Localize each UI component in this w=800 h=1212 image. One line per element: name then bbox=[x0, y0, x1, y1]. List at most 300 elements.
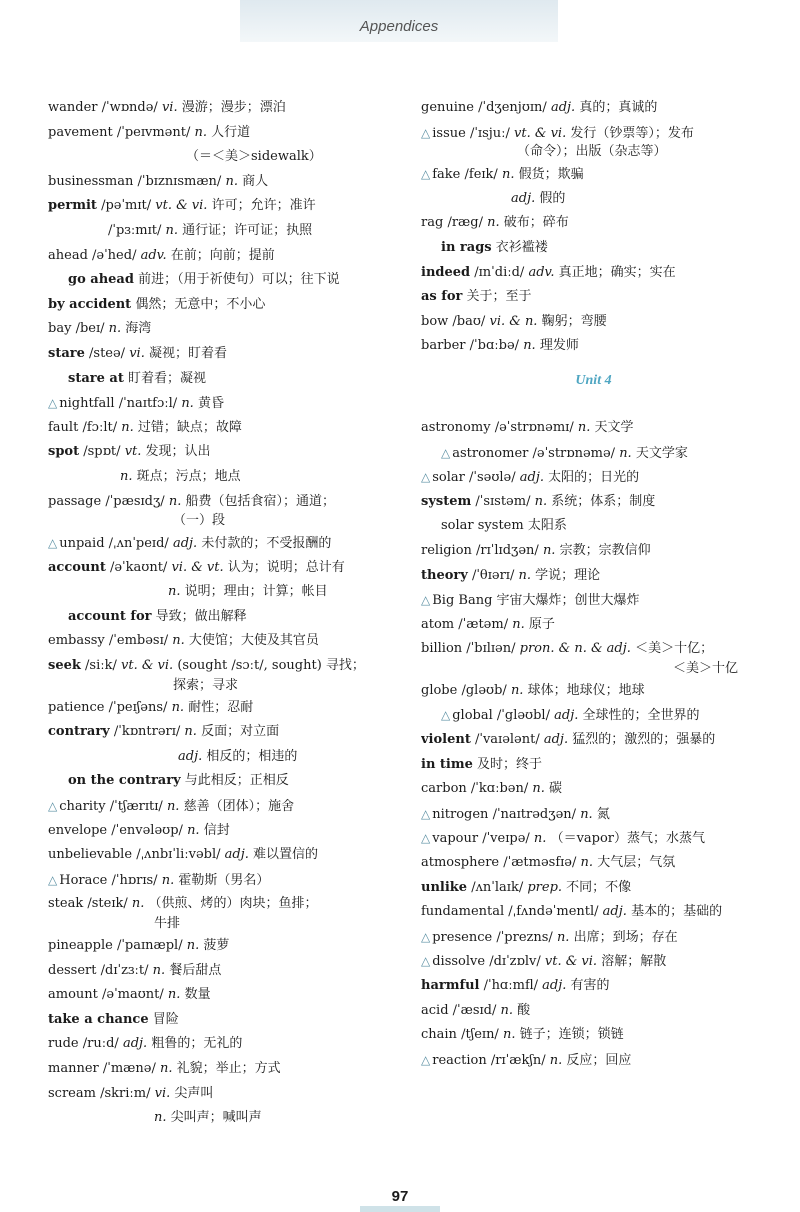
pronunciation: /ˈkɑːbən/ bbox=[470, 781, 529, 797]
entry-word: dissolve bbox=[432, 954, 486, 970]
definition: （一）段 bbox=[173, 513, 226, 529]
part-of-speech: n. bbox=[186, 938, 200, 953]
vocab-entry bbox=[48, 580, 393, 605]
entry-word: religion bbox=[421, 542, 472, 558]
pronunciation: /siːk/ bbox=[85, 658, 117, 674]
entry-word: amount bbox=[48, 987, 98, 1003]
vocab-entry bbox=[421, 999, 766, 1024]
vocab-entry bbox=[421, 613, 766, 638]
definition: 学说；理论 bbox=[535, 567, 601, 583]
definition: 偶然；无意中；不小心 bbox=[135, 296, 266, 312]
pronunciation: /rɪˈækʃn/ bbox=[490, 1052, 546, 1068]
vocab-entry bbox=[421, 679, 766, 704]
definition: 系统；体系；制度 bbox=[551, 493, 656, 509]
definition: 大使馆；大使及其官员 bbox=[188, 633, 319, 649]
vocab-entry bbox=[421, 728, 766, 753]
pronunciation: /ʌnˈlaɪk/ bbox=[471, 879, 524, 895]
part-of-speech: adv. bbox=[140, 247, 167, 263]
definition: 凝视；盯着看 bbox=[148, 345, 227, 361]
vocab-entry bbox=[421, 441, 766, 466]
part-of-speech: adj. bbox=[172, 536, 198, 552]
pronunciation: /skriːm/ bbox=[100, 1085, 151, 1101]
part-of-speech: n. bbox=[549, 1052, 563, 1068]
definition: 船费（包括食宿）；通道； bbox=[185, 493, 336, 509]
entry-word: patience bbox=[48, 699, 105, 715]
definition: (sought /sɔːt/, sought) 寻找； bbox=[177, 658, 365, 674]
pronunciation: /əˈstrɒnəmə/ bbox=[532, 445, 616, 461]
vocab-entry bbox=[48, 629, 393, 654]
part-of-speech: n. bbox=[166, 799, 180, 815]
definition: 数量 bbox=[184, 987, 211, 1003]
entry-word: contrary bbox=[48, 724, 110, 740]
vocab-entry bbox=[48, 1032, 393, 1057]
part-of-speech: vt. & vi. bbox=[121, 658, 174, 674]
vocab-entry bbox=[421, 925, 766, 950]
triangle-icon: △ bbox=[421, 167, 431, 182]
triangle-icon: △ bbox=[441, 708, 451, 723]
part-of-speech: n. bbox=[165, 222, 179, 238]
part-of-speech: n. bbox=[534, 493, 548, 509]
definition: 耐性；忍耐 bbox=[188, 699, 254, 715]
part-of-speech: n. bbox=[152, 962, 166, 978]
definition: 发现；认出 bbox=[145, 444, 211, 460]
definition: 大气层；气氛 bbox=[597, 855, 676, 871]
entry-word: embassy bbox=[48, 633, 105, 649]
definition: 海湾 bbox=[125, 321, 152, 337]
triangle-icon: △ bbox=[421, 806, 431, 821]
vocab-entry bbox=[421, 851, 766, 876]
vocab-entry bbox=[48, 145, 393, 170]
page-header-title: Appendices bbox=[359, 18, 439, 35]
part-of-speech: n. bbox=[154, 1110, 167, 1126]
part-of-speech: pron. & n. & adj. bbox=[519, 641, 631, 657]
definition: （＝＜美＞sidewalk） bbox=[186, 149, 322, 165]
footer-band bbox=[360, 1206, 440, 1212]
pronunciation: /rɪˈlɪdʒən/ bbox=[476, 542, 539, 558]
pronunciation: /dɪˈzɒlv/ bbox=[489, 954, 541, 970]
vocab-entry bbox=[48, 293, 393, 318]
part-of-speech: n. bbox=[577, 419, 591, 435]
definition: 通行证；许可证；执照 bbox=[182, 222, 313, 238]
vocab-entry bbox=[48, 121, 393, 146]
vocab-entry bbox=[421, 564, 766, 589]
definition: 鞠躬；弯腰 bbox=[541, 313, 607, 329]
definition: 未付款的；不受报酬的 bbox=[201, 536, 332, 552]
entry-word: nitrogen bbox=[432, 806, 489, 822]
vocab-entry bbox=[421, 162, 766, 187]
definition: 发行（钞票等）；发布 bbox=[570, 125, 694, 141]
pronunciation: /ˈbɪlɪən/ bbox=[466, 641, 516, 657]
part-of-speech: adj. bbox=[602, 904, 627, 920]
pronunciation: /ˈvaɪələnt/ bbox=[474, 732, 540, 748]
part-of-speech: n. bbox=[172, 633, 185, 649]
vocab-entry bbox=[421, 777, 766, 802]
pronunciation: /fɔːlt/ bbox=[82, 419, 118, 435]
vocab-entry bbox=[48, 745, 393, 770]
definition: 衣衫褴褛 bbox=[495, 239, 548, 255]
pronunciation: /ˈbɑːbə/ bbox=[469, 338, 520, 354]
definition: 天文学家 bbox=[635, 445, 688, 461]
part-of-speech: n. bbox=[168, 584, 181, 600]
definition: 菠萝 bbox=[203, 938, 230, 953]
definition: 探索；寻求 bbox=[173, 677, 239, 693]
triangle-icon: △ bbox=[48, 396, 58, 411]
triangle-icon: △ bbox=[421, 593, 431, 608]
pronunciation: /ˈsɪstəm/ bbox=[475, 493, 531, 509]
definition: 宗教；宗教信仰 bbox=[559, 542, 651, 558]
entry-word: Horace bbox=[59, 872, 108, 888]
entry-word: account for bbox=[68, 608, 152, 624]
definition: 在前；向前；提前 bbox=[170, 247, 275, 263]
entry-word: take a chance bbox=[48, 1011, 149, 1027]
definition: 关于；至于 bbox=[466, 289, 532, 305]
pronunciation: /ˈembəsɪ/ bbox=[108, 633, 169, 649]
triangle-icon: △ bbox=[421, 929, 431, 944]
entry-word: Big Bang bbox=[432, 593, 493, 609]
pronunciation: /ˈpaɪnæpl/ bbox=[116, 938, 183, 953]
entry-word: harmful bbox=[421, 978, 480, 993]
pronunciation: /əˈmaʊnt/ bbox=[102, 987, 164, 1003]
entry-word: global bbox=[452, 708, 493, 724]
definition: 粗鲁的；无礼的 bbox=[151, 1036, 243, 1052]
vocab-entry bbox=[421, 187, 766, 212]
pronunciation: /ˈpeɪvmənt/ bbox=[116, 124, 191, 140]
pronunciation: /ˈnaɪtrədʒən/ bbox=[492, 806, 577, 822]
definition: 破布；碎布 bbox=[503, 215, 569, 231]
definition: 盯着看；凝视 bbox=[127, 370, 206, 386]
entry-word: bow bbox=[421, 313, 449, 329]
pronunciation: /ˈwɒndə/ bbox=[101, 100, 158, 115]
entry-word: reaction bbox=[432, 1052, 487, 1068]
definition: （＝vapor）蒸气；水蒸气 bbox=[550, 831, 706, 847]
vocab-entry bbox=[421, 659, 766, 679]
entry-word: by accident bbox=[48, 296, 132, 312]
entry-word: acid bbox=[421, 1002, 449, 1018]
pronunciation: /gləʊb/ bbox=[461, 682, 507, 698]
part-of-speech: vt. & vi. bbox=[544, 954, 598, 970]
vocab-entry bbox=[48, 440, 393, 465]
vocab-entry bbox=[48, 983, 393, 1008]
vocab-entry bbox=[48, 556, 393, 581]
triangle-icon: △ bbox=[421, 1052, 431, 1067]
vocab-entry bbox=[421, 334, 766, 359]
definition: 酸 bbox=[517, 1002, 531, 1018]
part-of-speech: n. bbox=[181, 396, 194, 412]
entry-word: in time bbox=[421, 756, 473, 772]
definition: 冒险 bbox=[152, 1011, 179, 1027]
part-of-speech: vi. bbox=[129, 345, 145, 361]
entry-word: chain bbox=[421, 1027, 457, 1043]
right-column-bottom bbox=[421, 416, 766, 1072]
entry-word: on the contrary bbox=[68, 773, 181, 789]
entry-word: seek bbox=[48, 658, 81, 674]
part-of-speech: n. bbox=[510, 682, 524, 698]
entry-word: account bbox=[48, 559, 106, 575]
entry-word: in rags bbox=[441, 239, 492, 255]
vocab-entry bbox=[48, 654, 393, 679]
definition: 信封 bbox=[203, 822, 230, 838]
pronunciation: /ˈθɪərɪ/ bbox=[471, 567, 515, 583]
vocab-entry bbox=[48, 934, 393, 959]
entry-word: manner bbox=[48, 1060, 99, 1076]
vocab-entry bbox=[421, 900, 766, 925]
right-column-top bbox=[421, 96, 766, 359]
definition: 及时；终于 bbox=[477, 756, 543, 772]
definition: 漫游；漫步；漂泊 bbox=[181, 100, 286, 115]
part-of-speech: vt. & vi. bbox=[514, 125, 567, 141]
vocab-entry bbox=[421, 974, 766, 999]
vocab-entry bbox=[421, 703, 766, 728]
vocab-entry bbox=[48, 1082, 393, 1107]
definition: 商人 bbox=[242, 173, 269, 189]
triangle-icon: △ bbox=[48, 536, 58, 551]
entry-word: astronomy bbox=[421, 419, 491, 435]
entry-word: passage bbox=[48, 493, 102, 509]
vocab-entry bbox=[48, 1106, 393, 1131]
entry-word: vapour bbox=[432, 831, 479, 847]
triangle-icon: △ bbox=[48, 872, 58, 887]
pronunciation: /tʃeɪn/ bbox=[461, 1027, 499, 1043]
pronunciation: /dɪˈzɜːt/ bbox=[100, 962, 149, 978]
definition: 牛排 bbox=[154, 916, 181, 931]
pronunciation: /ˌʌnˈpeɪd/ bbox=[108, 536, 169, 552]
part-of-speech: adj. bbox=[178, 748, 203, 764]
pronunciation: /steə/ bbox=[89, 345, 126, 361]
entry-word: bay bbox=[48, 321, 72, 337]
pronunciation: /ˈprezns/ bbox=[496, 929, 553, 945]
definition: ＜美＞十亿； bbox=[635, 641, 714, 657]
pronunciation: /əˈstrɒnəmɪ/ bbox=[494, 419, 574, 435]
part-of-speech: vi. bbox=[161, 100, 178, 115]
vocab-entry bbox=[48, 794, 393, 819]
vocab-entry bbox=[48, 244, 393, 269]
definition: 有害的 bbox=[570, 978, 610, 993]
part-of-speech: n. bbox=[500, 1002, 514, 1018]
pronunciation: /ˈtʃærɪtɪ/ bbox=[109, 799, 163, 815]
definition: 宇宙大爆炸；创世大爆炸 bbox=[496, 593, 640, 609]
entry-word: unpaid bbox=[59, 536, 105, 552]
definition: 假货；欺骗 bbox=[518, 167, 584, 183]
triangle-icon: △ bbox=[48, 799, 58, 814]
entry-word: as for bbox=[421, 289, 463, 305]
definition: 慈善（团体）；施舍 bbox=[183, 799, 295, 815]
definition: 斑点；污点；地点 bbox=[136, 468, 241, 484]
definition: 尖叫声；喊叫声 bbox=[170, 1110, 262, 1126]
definition: 与此相反；正相反 bbox=[184, 773, 289, 789]
part-of-speech: n. bbox=[542, 542, 556, 558]
definition: 反应；回应 bbox=[566, 1052, 632, 1068]
entry-word: nightfall bbox=[59, 396, 115, 412]
entry-word: fundamental bbox=[421, 904, 505, 920]
part-of-speech: adj. bbox=[519, 470, 545, 486]
part-of-speech: vt. bbox=[124, 444, 142, 460]
part-of-speech: n. bbox=[532, 781, 545, 797]
vocab-entry bbox=[421, 539, 766, 564]
vocab-entry bbox=[421, 285, 766, 310]
vocab-entry bbox=[421, 802, 766, 827]
pronunciation: /ˈpeɪʃəns/ bbox=[108, 699, 168, 715]
pronunciation: /ˈætməsfɪə/ bbox=[503, 855, 577, 871]
part-of-speech: n. bbox=[168, 493, 182, 509]
definition: 氮 bbox=[596, 806, 610, 822]
vocab-entry bbox=[421, 1048, 766, 1073]
vocab-entry bbox=[421, 416, 766, 441]
part-of-speech: adj. bbox=[224, 847, 249, 863]
entry-word: carbon bbox=[421, 781, 467, 797]
pronunciation: /ˈenvələʊp/ bbox=[111, 822, 183, 838]
definition: 真正地；确实；实在 bbox=[558, 264, 676, 280]
entry-word: fault bbox=[48, 419, 79, 435]
part-of-speech: adj. bbox=[550, 100, 576, 115]
part-of-speech: n. bbox=[512, 616, 525, 632]
part-of-speech: n. bbox=[108, 321, 122, 337]
definition: 碳 bbox=[549, 781, 563, 797]
definition: （命令）；出版（杂志等） bbox=[517, 144, 667, 160]
vocab-entry bbox=[421, 876, 766, 901]
vocab-entry bbox=[48, 1057, 393, 1082]
entry-word: scream bbox=[48, 1085, 96, 1101]
part-of-speech: vt. & vi. bbox=[155, 198, 208, 214]
pronunciation: /ˈdʒenjʊɪn/ bbox=[478, 100, 547, 115]
vocab-entry bbox=[421, 514, 766, 539]
entry-word: solar bbox=[432, 470, 465, 486]
pronunciation: /steɪk/ bbox=[87, 896, 128, 912]
definition: 尖声叫 bbox=[174, 1085, 214, 1101]
definition: 天文学 bbox=[594, 419, 634, 435]
triangle-icon: △ bbox=[421, 470, 431, 485]
vocab-entry bbox=[48, 914, 393, 934]
vocab-entry bbox=[48, 219, 393, 244]
part-of-speech: n. bbox=[502, 1027, 516, 1043]
part-of-speech: n. bbox=[501, 167, 515, 183]
triangle-icon: △ bbox=[441, 445, 451, 460]
vocab-entry bbox=[48, 391, 393, 416]
entry-word: steak bbox=[48, 896, 84, 912]
part-of-speech: prep. bbox=[527, 879, 563, 895]
entry-word: solar system bbox=[441, 518, 524, 534]
entry-word: fake bbox=[432, 167, 461, 183]
part-of-speech: n. bbox=[167, 987, 181, 1003]
vocab-entry bbox=[48, 605, 393, 630]
entry-word: dessert bbox=[48, 962, 97, 978]
pronunciation: /spɒt/ bbox=[83, 444, 121, 460]
pronunciation: /ˈɪsjuː/ bbox=[469, 125, 510, 141]
triangle-icon: △ bbox=[421, 954, 431, 969]
definition: 霍勒斯（男名） bbox=[178, 872, 270, 888]
page-number: 97 bbox=[391, 1188, 409, 1205]
entry-word: atom bbox=[421, 616, 455, 632]
entry-word: pavement bbox=[48, 124, 113, 140]
pronunciation: /ˌʌnbɪˈliːvəbl/ bbox=[136, 847, 221, 863]
entry-word: system bbox=[421, 493, 472, 509]
entry-word: pineapple bbox=[48, 938, 113, 953]
entry-word: wander bbox=[48, 100, 98, 115]
entry-word: globe bbox=[421, 682, 458, 698]
part-of-speech: n. bbox=[171, 699, 185, 715]
vocab-entry bbox=[48, 194, 393, 219]
unit-title: Unit 4 bbox=[575, 372, 612, 388]
definition: 溶解；解散 bbox=[601, 954, 667, 970]
definition: 黄昏 bbox=[197, 396, 224, 412]
entry-word: genuine bbox=[421, 100, 474, 115]
entry-word: go ahead bbox=[68, 272, 134, 288]
vocab-entry bbox=[421, 490, 766, 515]
entry-word: violent bbox=[421, 732, 471, 748]
entry-word: permit bbox=[48, 198, 97, 214]
definition: 猛烈的；激烈的；强暴的 bbox=[572, 732, 716, 748]
vocab-entry bbox=[421, 211, 766, 236]
definition: 假的 bbox=[539, 190, 566, 206]
definition: 太阳系 bbox=[527, 518, 567, 534]
definition: 不同；不像 bbox=[566, 879, 632, 895]
vocab-entry bbox=[48, 531, 393, 556]
vocab-entry bbox=[48, 676, 393, 696]
pronunciation: /ˈæsɪd/ bbox=[452, 1002, 497, 1018]
pronunciation: /ˈveɪpə/ bbox=[482, 831, 530, 847]
definition: 出席；到场；存在 bbox=[573, 929, 678, 945]
entry-word: stare bbox=[48, 345, 85, 361]
pronunciation: /ˌfʌndəˈmentl/ bbox=[508, 904, 599, 920]
pronunciation: /əˈhed/ bbox=[92, 247, 137, 263]
vocab-entry bbox=[48, 720, 393, 745]
pronunciation: /ˈpɜːmɪt/ bbox=[108, 222, 162, 238]
definition: 餐后甜点 bbox=[169, 962, 222, 978]
pronunciation: /beɪ/ bbox=[75, 321, 105, 337]
part-of-speech: n. bbox=[580, 806, 593, 822]
part-of-speech: n. bbox=[556, 929, 570, 945]
vocab-entry bbox=[48, 959, 393, 984]
part-of-speech: n. bbox=[121, 419, 134, 435]
vocab-entry bbox=[421, 261, 766, 286]
part-of-speech: n. bbox=[159, 1060, 173, 1076]
definition: 球体；地球仪；地球 bbox=[527, 682, 645, 698]
vocab-entry bbox=[421, 753, 766, 778]
vocab-entry bbox=[421, 1023, 766, 1048]
pronunciation: /ræg/ bbox=[447, 215, 483, 231]
vocab-entry bbox=[421, 826, 766, 851]
entry-word: presence bbox=[432, 929, 493, 945]
definition: 太阳的；日光的 bbox=[548, 470, 640, 486]
entry-word: unbelievable bbox=[48, 847, 133, 863]
entry-word: issue bbox=[432, 125, 466, 141]
vocab-entry bbox=[48, 367, 393, 392]
definition: 真的；真诚的 bbox=[579, 100, 658, 115]
pronunciation: /ɪnˈdiːd/ bbox=[474, 264, 525, 280]
vocab-entry bbox=[421, 588, 766, 613]
definition: 基本的；基础的 bbox=[631, 904, 723, 920]
part-of-speech: adj. bbox=[122, 1036, 148, 1052]
vocab-entry bbox=[48, 769, 393, 794]
part-of-speech: n. bbox=[161, 872, 175, 888]
part-of-speech: adv. bbox=[528, 264, 555, 280]
part-of-speech: n. bbox=[131, 896, 145, 912]
vocab-entry bbox=[48, 416, 393, 441]
vocab-entry bbox=[48, 819, 393, 844]
definition: 反面；对立面 bbox=[201, 724, 280, 740]
pronunciation: /ˈgləʊbl/ bbox=[496, 708, 550, 724]
vocab-entry bbox=[421, 310, 766, 335]
vocab-entry bbox=[48, 170, 393, 195]
part-of-speech: n. bbox=[487, 215, 500, 231]
pronunciation: /əˈkaʊnt/ bbox=[109, 559, 168, 575]
part-of-speech: adj. bbox=[543, 732, 569, 748]
entry-word: unlike bbox=[421, 879, 468, 895]
definition: 前进；（用于祈使句）可以；往下说 bbox=[138, 272, 340, 288]
definition: 说明；理由；计算；帐目 bbox=[184, 584, 328, 600]
entry-word: charity bbox=[59, 799, 106, 815]
pronunciation: /ˈhɑːmfl/ bbox=[483, 978, 539, 993]
pronunciation: /feɪk/ bbox=[464, 167, 498, 183]
